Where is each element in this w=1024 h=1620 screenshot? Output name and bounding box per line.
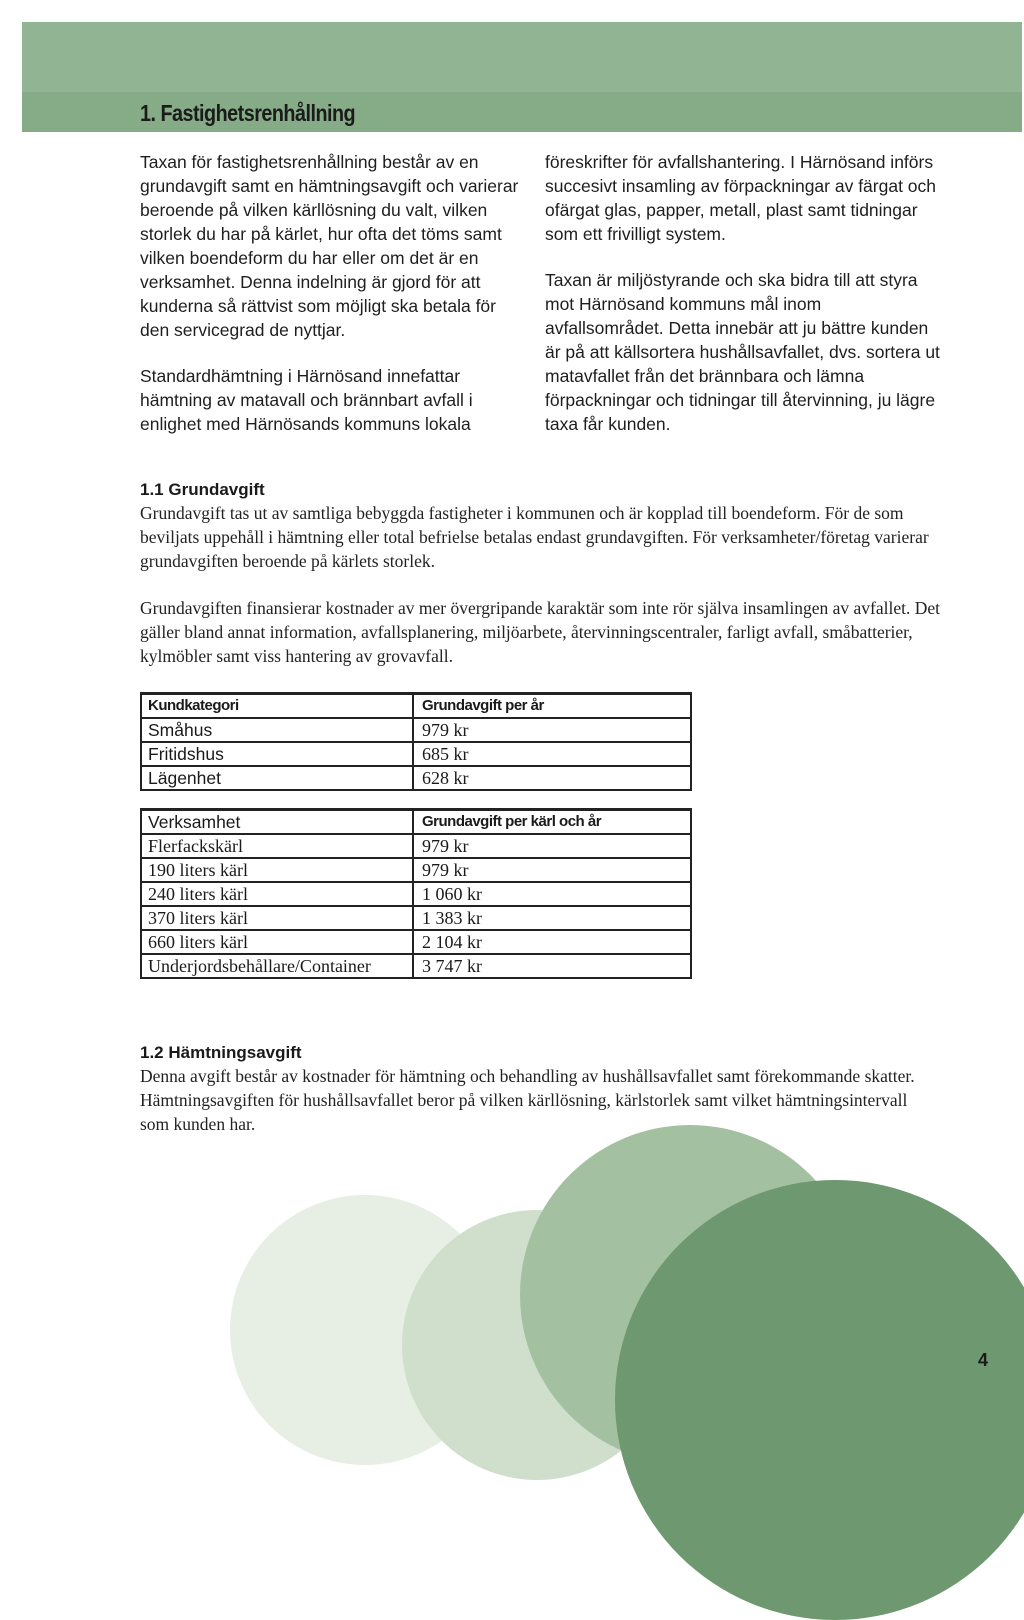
table-cell-value: 979 kr [413, 718, 691, 742]
table-cell-value: 979 kr [413, 858, 691, 882]
table-cell-value: 628 kr [413, 766, 691, 790]
decorative-circle-dark [615, 1180, 1024, 1620]
hamtningsavgift-paragraph: Denna avgift består av kostnader för hämtning och behandling av hushållsavfallet samt förekommande skatter. Hämtningsavgiften för hushållsavfallet beror på vilken kärllösning, kärlstorlek samt vilket hämtningsintervall som kunden har. [140, 1066, 915, 1134]
intro-paragraph-1: Taxan för fastighetsrenhållning består av en grundavgift samt en hämtningsavgift och varierar beroende på vilken kärllösning du valt, vilken storlek du har på kärlet, hur ofta det töms samt vilken boendeform du har eller om det är en verksamhet. Denna indelning är gjord för att kunderna så rättvist som möjligt ska betala för den servicegrad de nyttjar. [140, 152, 519, 340]
table-header-row [141, 810, 691, 835]
intro-left-column [140, 150, 520, 458]
table-cell-label: 370 liters kärl [141, 906, 413, 930]
intro-paragraph-2: Standardhämtning i Härnösand innefattar hämtning av matavall och brännbart avfall i enlighet med Härnösands kommuns lokala [140, 366, 473, 434]
intro-paragraph-4: Taxan är miljöstyrande och ska bidra till att styra mot Härnösand kommuns mål inom avfallsområdet. Detta innebär att ju bättre kunden är på att källsortera hushållsavfallet, dvs. sortera ut matavfallet från det brännbara och lämna förpackningar och tidningar till återvinning, ju lägre taxa får kunden. [545, 270, 940, 434]
intro-right-column [545, 150, 940, 458]
table-row [141, 834, 691, 858]
section-title: 1. Fastighetsrenhållning [140, 100, 356, 126]
table-cell-value: 2 104 kr [413, 930, 691, 954]
grundavgift-heading: 1.1 Grundavgift [140, 480, 265, 499]
table-cell-value: 979 kr [413, 834, 691, 858]
table-cell-value: 1 383 kr [413, 906, 691, 930]
grundavgift-paragraph-1: Grundavgift tas ut av samtliga bebyggda fastigheter i kommunen och är kopplad till boendeform. För de som beviljats uppehåll i hämtning eller total befrielse betalas endast grundavgiften. För verksamheter/företag varierar grundavgiften beroende på kärlets storlek. [140, 503, 929, 571]
table-row [141, 882, 691, 906]
table-row [141, 718, 691, 742]
table-cell-label: Fritidshus [141, 742, 413, 766]
table-row [141, 742, 691, 766]
table-row [141, 906, 691, 930]
table-cell-label: 660 liters kärl [141, 930, 413, 954]
grundavgift-paragraph-2: Grundavgiften finansierar kostnader av mer övergripande karaktär som inte rör själva insamlingen av avfallet. Det gäller bland annat information, avfallsplanering, miljöarbete, återvinningscentraler, farligt avfall, småbatterier, kylmöbler samt viss hantering av grovavfall. [140, 598, 941, 666]
household-fee-table [140, 692, 692, 791]
page-number: 4 [978, 1350, 989, 1370]
table-cell-label: Underjordsbehållare/Container [141, 954, 413, 978]
table-header-cell: Grundavgift per år [413, 694, 691, 719]
hamtningsavgift-heading: 1.2 Hämtningsavgift [140, 1043, 302, 1062]
table-cell-label: Lägenhet [141, 766, 413, 790]
table-cell-label: Småhus [141, 718, 413, 742]
table-row [141, 858, 691, 882]
table-header-cell: Kundkategori [141, 694, 413, 719]
table-row [141, 930, 691, 954]
table-cell-label: 190 liters kärl [141, 858, 413, 882]
table-cell-value: 3 747 kr [413, 954, 691, 978]
table-cell-label: Flerfackskärl [141, 834, 413, 858]
table-header-row [141, 694, 691, 719]
intro-paragraph-3: föreskrifter för avfallshantering. I Härnösand införs succesivt insamling av förpackningar av färgat och ofärgat glas, papper, metall, plast samt tidningar som ett frivilligt system. [545, 152, 937, 244]
table-row [141, 766, 691, 790]
business-fee-table [140, 808, 692, 979]
table-header-cell: Grundavgift per kärl och år [413, 810, 691, 835]
table-row [141, 954, 691, 978]
table-cell-value: 685 kr [413, 742, 691, 766]
table-header-cell: Verksamhet [141, 810, 413, 835]
table-cell-label: 240 liters kärl [141, 882, 413, 906]
table-cell-value: 1 060 kr [413, 882, 691, 906]
